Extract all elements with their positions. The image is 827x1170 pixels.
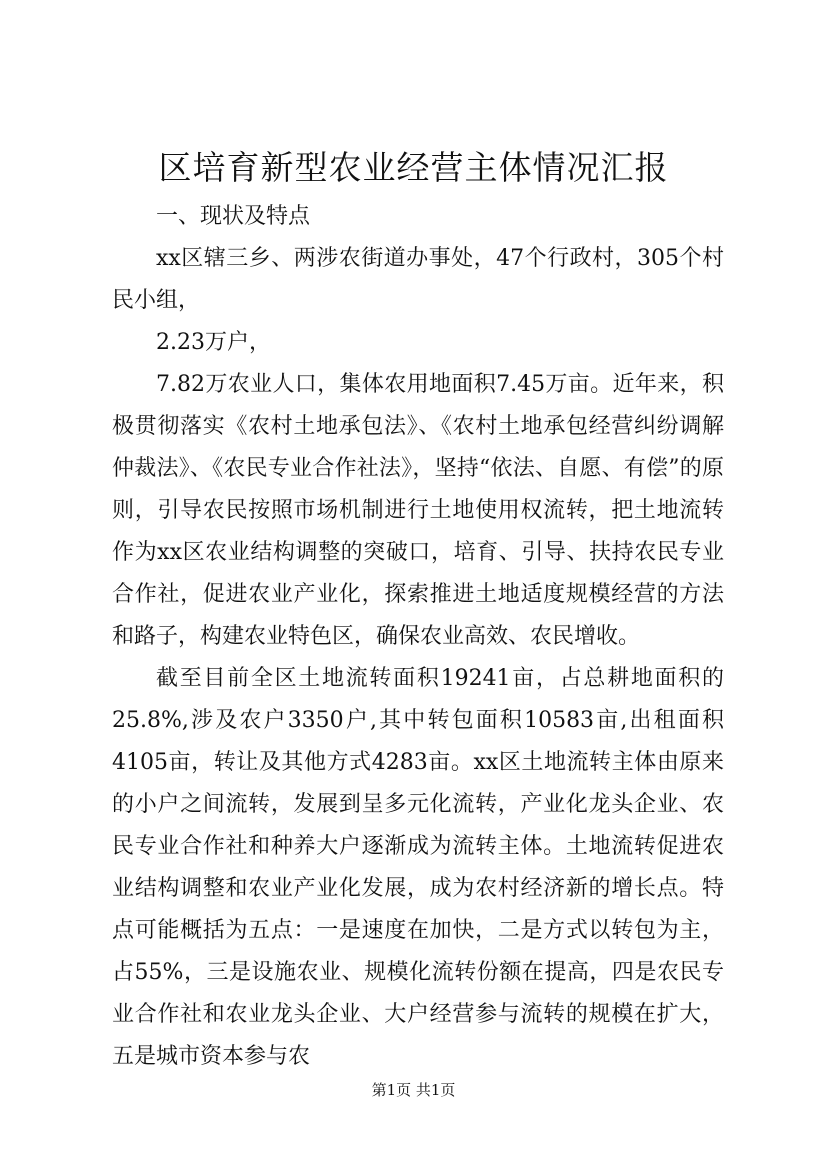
- document-title: 区培育新型农业经营主体情况汇报: [158, 148, 669, 187]
- paragraph: 2.23万户，: [156, 330, 271, 355]
- section-heading: 一、现状及特点: [156, 204, 311, 229]
- document-body: [112, 196, 724, 1078]
- page-footer: 第1页 共1页: [371, 1081, 456, 1099]
- paragraph: 截至目前全区土地流转面积19241亩，占总耕地面积的25.8%,涉及农户3350户,其中转包面积10583亩,出租面积4105亩，转让及其他方式4283亩。xx区土地流转主体由原来的小户之间流转，发展到呈多元化流转，产业化龙头企业、农民专业合作社和种养大户逐渐成为流转主体。土地流转促进农业结构调整和农业产业化发展，成为农村经济新的增长点。特点可能概括为五点：一是速度在加快，二是方式以转包为主，占55%，三是设施农业、规模化流转份额在提高，四是农民专业合作社和农业龙头企业、大户经营参与流转的规模在扩大，五是城市资本参与农: [112, 666, 724, 1069]
- paragraph: xx区辖三乡、两涉农街道办事处，47个行政村，305个村民小组，: [112, 246, 724, 313]
- paragraph: 7.82万农业人口，集体农用地面积7.45万亩。近年来，积极贯彻落实《农村土地承包法》、《农村土地承包经营纠纷调解仲裁法》、《农民专业合作社法》，坚持“依法、自愿、有偿”的原则，引导农民按照市场机制进行土地使用权流转，把土地流转作为xx区农业结构调整的突破口，培育、引导、扶持农民专业合作社，促进农业产业化，探索推进土地适度规模经营的方法和路子，构建农业特色区，确保农业高效、农民增收。: [112, 372, 724, 649]
